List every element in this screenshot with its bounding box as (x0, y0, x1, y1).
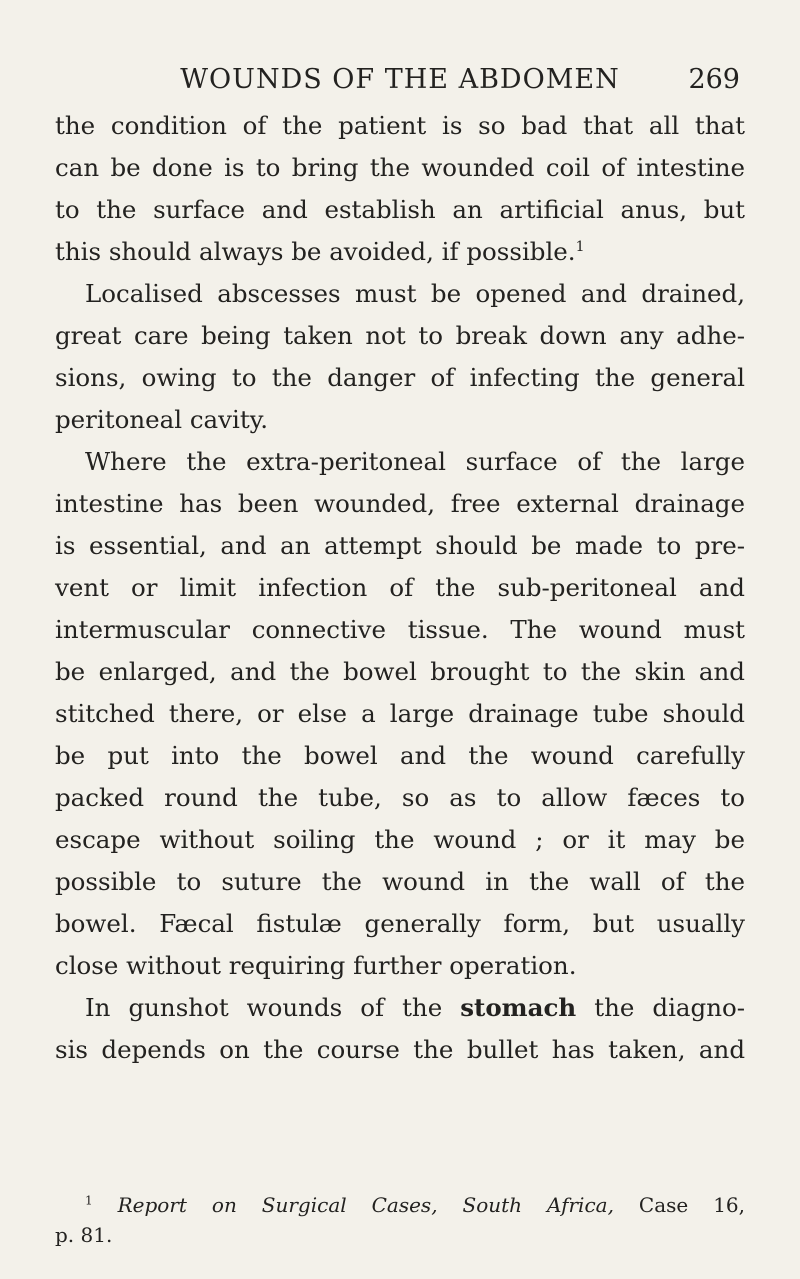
footnote (55, 1190, 745, 1250)
text-line: the condition of the patient is so bad that all that (55, 111, 745, 140)
footnote-case: Case 16, (638, 1193, 745, 1217)
text-line: be put into the bowel and the wound carefully (55, 741, 745, 770)
text-line: stitched there, or else a large drainage tube should (55, 699, 745, 728)
text-line: can be done is to bring the wounded coil of intestine (55, 153, 745, 182)
text-line: vent or limit infection of the sub-peritoneal and (55, 573, 745, 602)
text-line: is essential, and an attempt should be made to pre- (55, 531, 745, 560)
footnote-reference: 1 (575, 238, 585, 255)
page-number: 269 (688, 64, 740, 95)
text-line (55, 231, 745, 273)
body-text (55, 105, 745, 1071)
text-line: packed round the tube, so as to allow fæces to (55, 783, 745, 812)
text-line-content: the diagno- (594, 993, 746, 1022)
text-line: peritoneal cavity. (55, 405, 269, 434)
paragraph-start-line: Localised abscesses must be opened and drained, (85, 279, 745, 308)
paragraph-start-line (55, 987, 745, 1029)
emphasized-term: stomach (460, 993, 577, 1022)
text-line: possible to suture the wound in the wall of the (55, 867, 745, 896)
text-line: escape without soiling the wound ; or it may be (55, 825, 745, 854)
text-line-content: In gunshot wounds of the (85, 993, 443, 1022)
text-line: great care being taken not to break down any adhe- (55, 321, 745, 350)
page-header (0, 64, 800, 100)
text-line: sions, owing to the danger of infecting the general (55, 363, 745, 392)
footnote-marker: 1 (85, 1193, 93, 1208)
footnote-line (55, 1190, 745, 1220)
text-line: bowel. Fæcal fistulæ generally form, but usually (55, 909, 745, 938)
text-line: to the surface and establish an artificial anus, but (55, 195, 745, 224)
text-line: intermuscular connective tissue. The wound must (55, 615, 745, 644)
text-line: sis depends on the course the bullet has taken, and (55, 1035, 745, 1064)
text-line: intestine has been wounded, free external drainage (55, 489, 745, 518)
text-line-content: this should always be avoided, if possible. (55, 237, 576, 266)
footnote-citation: Report on Surgical Cases, South Africa, (117, 1193, 614, 1217)
paragraph-start-line: Where the extra-peritoneal surface of the large (85, 447, 745, 476)
text-line: close without requiring further operation. (55, 951, 577, 980)
text-line: be enlarged, and the bowel brought to the skin and (55, 657, 745, 686)
footnote-page: p. 81. (55, 1223, 113, 1247)
running-title: WOUNDS OF THE ABDOMEN (180, 64, 620, 95)
